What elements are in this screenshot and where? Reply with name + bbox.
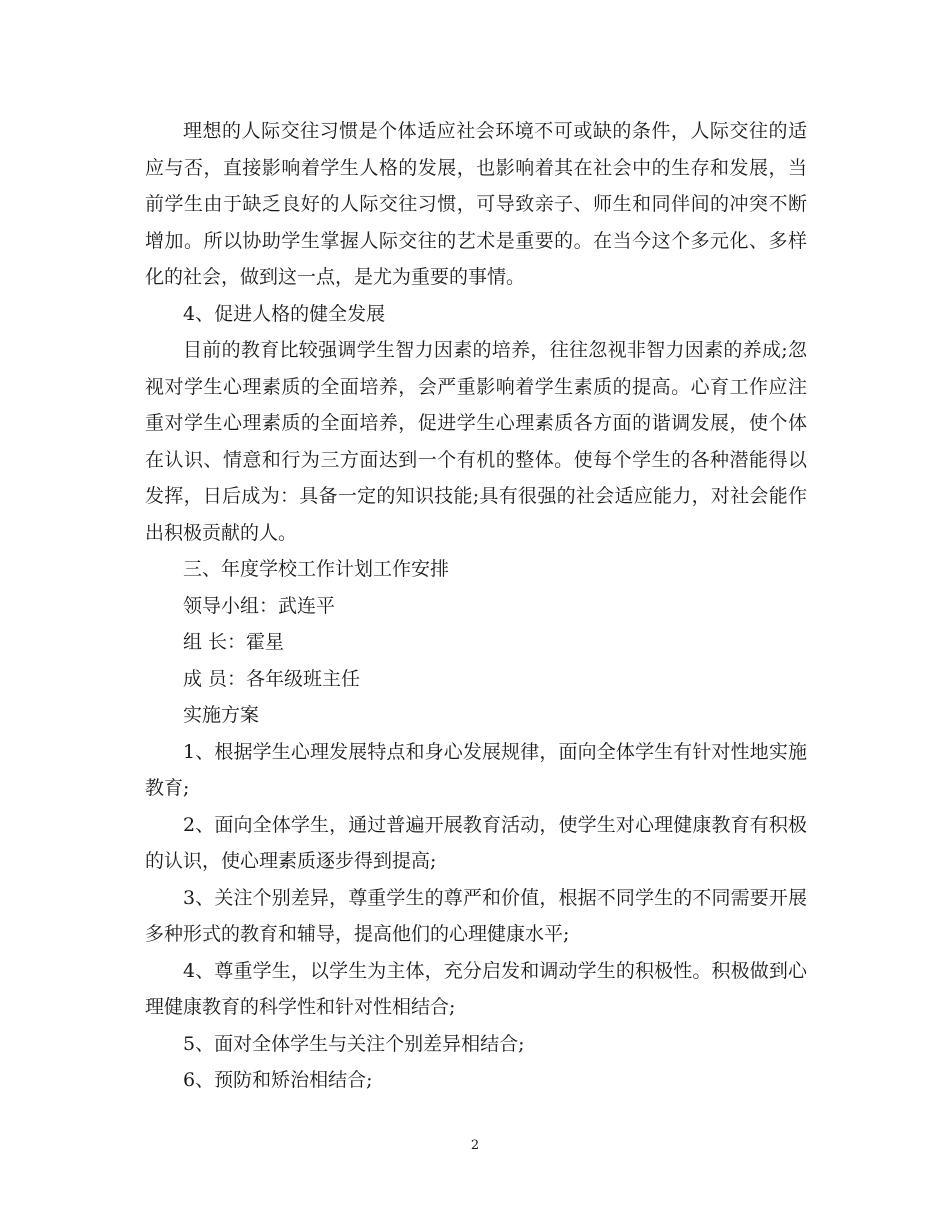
document-body xyxy=(145,113,807,1099)
leadership-group-line: 领导小组：武连平 xyxy=(183,594,336,617)
heading-implementation-plan: 实施方案 xyxy=(183,704,260,726)
plan-item-2: 2、面向全体学生，通过普遍开展教育活动，使学生对心理健康教育有积极的认识，使心理素质逐步得到提高; xyxy=(145,813,807,872)
members-line: 成 员：各年级班主任 xyxy=(183,667,361,690)
plan-item-3: 3、关注个别差异，尊重学生的尊严和价值，根据不同学生的不同需要开展多种形式的教育和辅导，提高他们的心理健康水平; xyxy=(145,886,807,945)
plan-item-4: 4、尊重学生，以学生为主体，充分启发和调动学生的积极性。积极做到心理健康教育的科学性和针对性相结合; xyxy=(145,959,807,1018)
group-leader-line: 组 长：霍星 xyxy=(183,631,285,653)
paragraph-psychological-quality: 目前的教育比较强调学生智力因素的培养，往往忽视非智力因素的养成;忽视对学生心理素质的全面培养，会严重影响着学生素质的提高。心育工作应注重对学生心理素质的全面培养，促进学生心理素质各方面的谐调发展，使个体在认识、情意和行为三方面达到一个有机的整体。使每个学生的各种潜能得以发挥，日后成为：具备一定的知识技能;具有很强的社会适应能力，对社会能作出积极贡献的人。 xyxy=(145,339,807,544)
page-number: 2 xyxy=(470,1138,480,1153)
plan-item-5: 5、面对全体学生与关注个别差异相结合; xyxy=(183,1032,525,1055)
plan-item-1: 1、根据学生心理发展特点和身心发展规律，面向全体学生有针对性地实施教育; xyxy=(145,740,807,799)
heading-personality-development: 4、促进人格的健全发展 xyxy=(183,302,386,325)
paragraph-interpersonal-habits: 理想的人际交往习惯是个体适应社会环境不可或缺的条件，人际交往的适应与否，直接影响着学生人格的发展，也影响着其在社会中的生存和发展，当前学生由于缺乏良好的人际交往习惯，可导致亲子、师生和同伴间的冲突不断增加。所以协助学生掌握人际交往的艺术是重要的。在当今这个多元化、多样化的社会，做到这一点，是尤为重要的事情。 xyxy=(145,120,807,288)
plan-item-6: 6、预防和矫治相结合; xyxy=(183,1069,373,1091)
heading-work-arrangement: 三、年度学校工作计划工作安排 xyxy=(183,558,450,580)
